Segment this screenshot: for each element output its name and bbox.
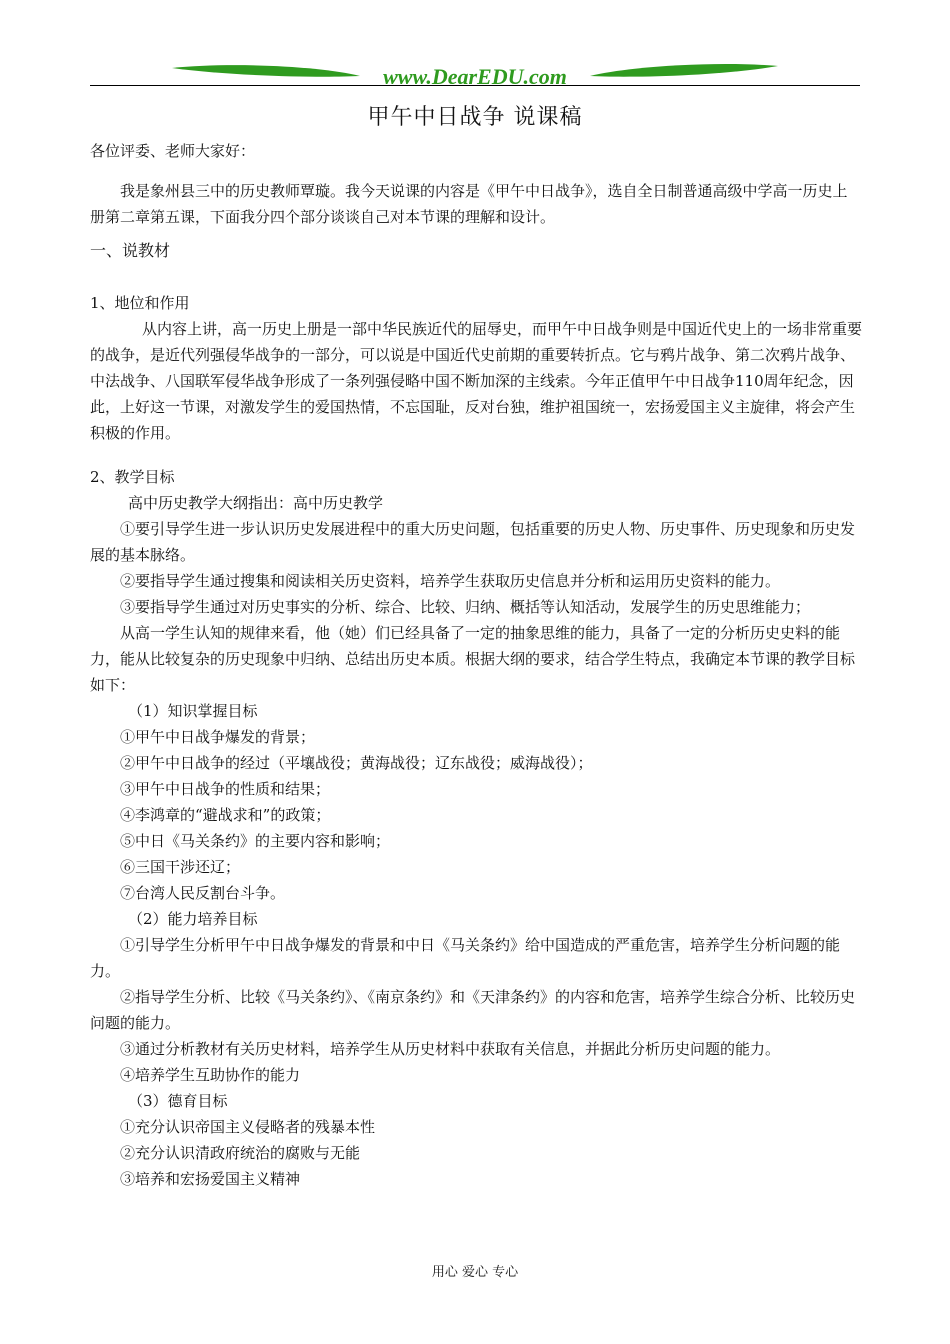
goal-moral-item: ③培养和宏扬爱国主义精神 [120,1170,301,1188]
goal-knowledge-item: ②甲午中日战争的经过（平壤战役；黄海战役；辽东战役；威海战役）； [120,754,593,772]
svg-text:www.DearEDU.com: www.DearEDU.com [383,64,567,89]
goal-knowledge-item: ⑥三国干涉还辽； [120,858,241,876]
goal-knowledge-item: ⑤中日《马关条约》的主要内容和影响； [120,832,391,850]
position-paragraph: 从内容上讲，高一历史上册是一部中华民族近代的屈辱史，而甲午中日战争则是中国近代史上的一场非常重要的战争，是近代列强侵华战争的一部分，可以说是中国近代史前期的重要转折点。它与鸦片战争、第二次鸦片战争、中法战争、八国联军侵华战争形成了一条列强侵略中国不断加深的主线索。今年正值甲午中日战争110周年纪念，因此，上好这一节课，对激发学生的爱国热情，不忘国耻，反对台独，维护祖国统一，宏扬爱国主义主旋律，将会产生积极的作用。 [90,320,863,442]
outline-item: ①要引导学生进一步认识历史发展进程中的重大历史问题，包括重要的历史人物、历史事件、历史现象和历史发展的基本脉络。 [90,520,856,564]
goal-moral-title: （3）德育目标 [128,1092,228,1110]
goal-ability-item: ①引导学生分析甲午中日战争爆发的背景和中日《马关条约》给中国造成的严重危害，培养学生分析问题的能力。 [90,936,841,980]
document-body [90,138,862,1192]
goal-knowledge-title: （1）知识掌握目标 [128,702,258,720]
goal-ability-item: ④培养学生互助协作的能力 [120,1066,301,1084]
greeting: 各位评委、老师大家好： [90,142,256,160]
intro-paragraph: 我是象州县三中的历史教师覃璇。我今天说课的内容是《甲午中日战争》，选自全日制普通高级中学高一历史上册第二章第五课，下面我分四个部分谈谈自己对本节课的理解和设计。 [90,182,848,226]
section-heading-textbook: 一、说教材 [90,241,171,260]
dearedu-logo [170,62,780,92]
goal-ability-item: ③通过分析教材有关历史材料，培养学生从历史材料中获取有关信息，并据此分析历史问题的能力。 [120,1040,781,1058]
goal-moral-item: ②充分认识清政府统治的腐败与无能 [120,1144,361,1162]
outline-item: ③要指导学生通过对历史事实的分析、综合、比较、归纳、概括等认知活动，发展学生的历史思维能力； [120,598,811,616]
subheading-position: 1、地位和作用 [90,294,190,312]
goal-moral-item: ①充分认识帝国主义侵略者的残暴本性 [120,1118,376,1136]
goal-knowledge-item: ⑦台湾人民反割台斗争。 [120,884,286,902]
outline-lead: 高中历史教学大纲指出：高中历史教学 [128,494,384,512]
goal-knowledge-item: ④李鸿章的“避战求和”的政策； [120,806,331,824]
document-title: 甲午中日战争 说课稿 [367,105,583,130]
student-paragraph: 从高一学生认知的规律来看，他（她）们已经具备了一定的抽象思维的能力，具备了一定的分析历史史料的能力，能从比较复杂的历史现象中归纳、总结出历史本质。根据大纲的要求，结合学生特点，我确定本节课的教学目标如下： [90,624,856,694]
goal-ability-item: ②指导学生分析、比较《马关条约》、《南京条约》和《天津条约》的内容和危害，培养学生综合分析、比较历史问题的能力。 [90,988,856,1032]
header-rule [90,85,860,86]
subheading-goals: 2、教学目标 [90,468,175,486]
goal-ability-title: （2）能力培养目标 [128,910,258,928]
goal-knowledge-item: ③甲午中日战争的性质和结果； [120,780,331,798]
outline-item: ②要指导学生通过搜集和阅读相关历史资料，培养学生获取历史信息并分析和运用历史资料的能力。 [120,572,781,590]
goal-knowledge-item: ①甲午中日战争爆发的背景； [120,728,316,746]
page-footer: 用心 爱心 专心 [431,1265,519,1280]
